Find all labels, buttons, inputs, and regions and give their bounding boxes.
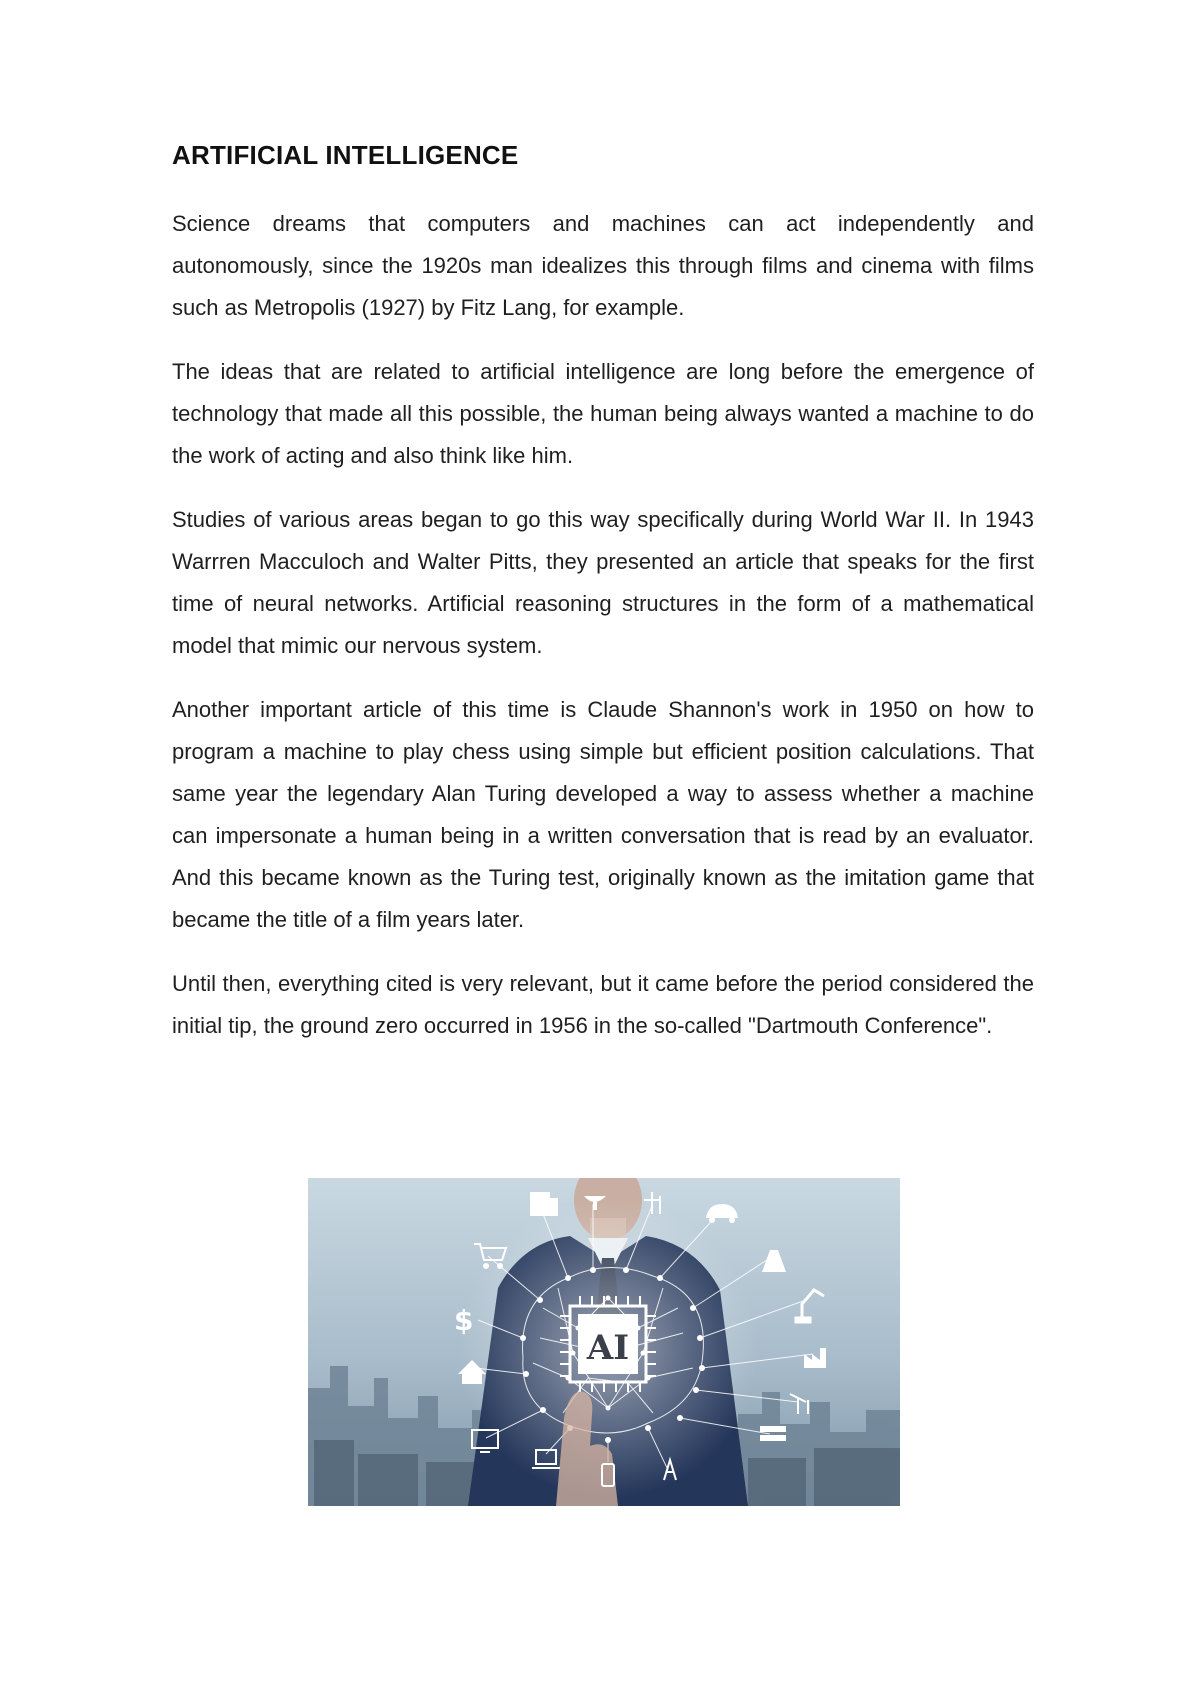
dollar-icon: $ <box>454 1304 474 1337</box>
paragraph: The ideas that are related to artificial intelligence are long before the emergence of technology that made all this possible, the human being always wanted a machine to do the work of acting and also think like him. <box>172 359 1034 468</box>
paragraph: Until then, everything cited is very relevant, but it came before the period considered the initial tip, the ground zero occurred in 1956 in the so-called "Dartmouth Conference". <box>172 971 1034 1038</box>
document-body <box>172 140 1034 1069</box>
paragraph: Science dreams that computers and machines can act independently and autonomously, since the 1920s man idealizes this through films and cinema with films such as Metropolis (1927) by Fitz Lang, for example. <box>172 211 1034 320</box>
paragraph: Another important article of this time is Claude Shannon's work in 1950 on how to program a machine to play chess using simple but efficient position calculations. That same year the legendary Alan Turing developed a way to assess whether a machine can impersonate a human being in a written conversation that is read by an evaluator. And this became known as the Turing test, originally known as the imitation game that became the title of a film years later. <box>172 697 1034 932</box>
document-title: ARTIFICIAL INTELLIGENCE <box>172 140 519 170</box>
ai-chip-label: AI <box>586 1328 630 1368</box>
paragraph: Studies of various areas began to go this way specifically during World War II. In 1943 Warrren Macculoch and Walter Pitts, they presented an article that speaks for the first time of neural networks. Artificial reasoning structures in the form of a mathematical model that mimic our nervous system. <box>172 507 1034 658</box>
ai-illustration-image <box>308 1178 900 1506</box>
